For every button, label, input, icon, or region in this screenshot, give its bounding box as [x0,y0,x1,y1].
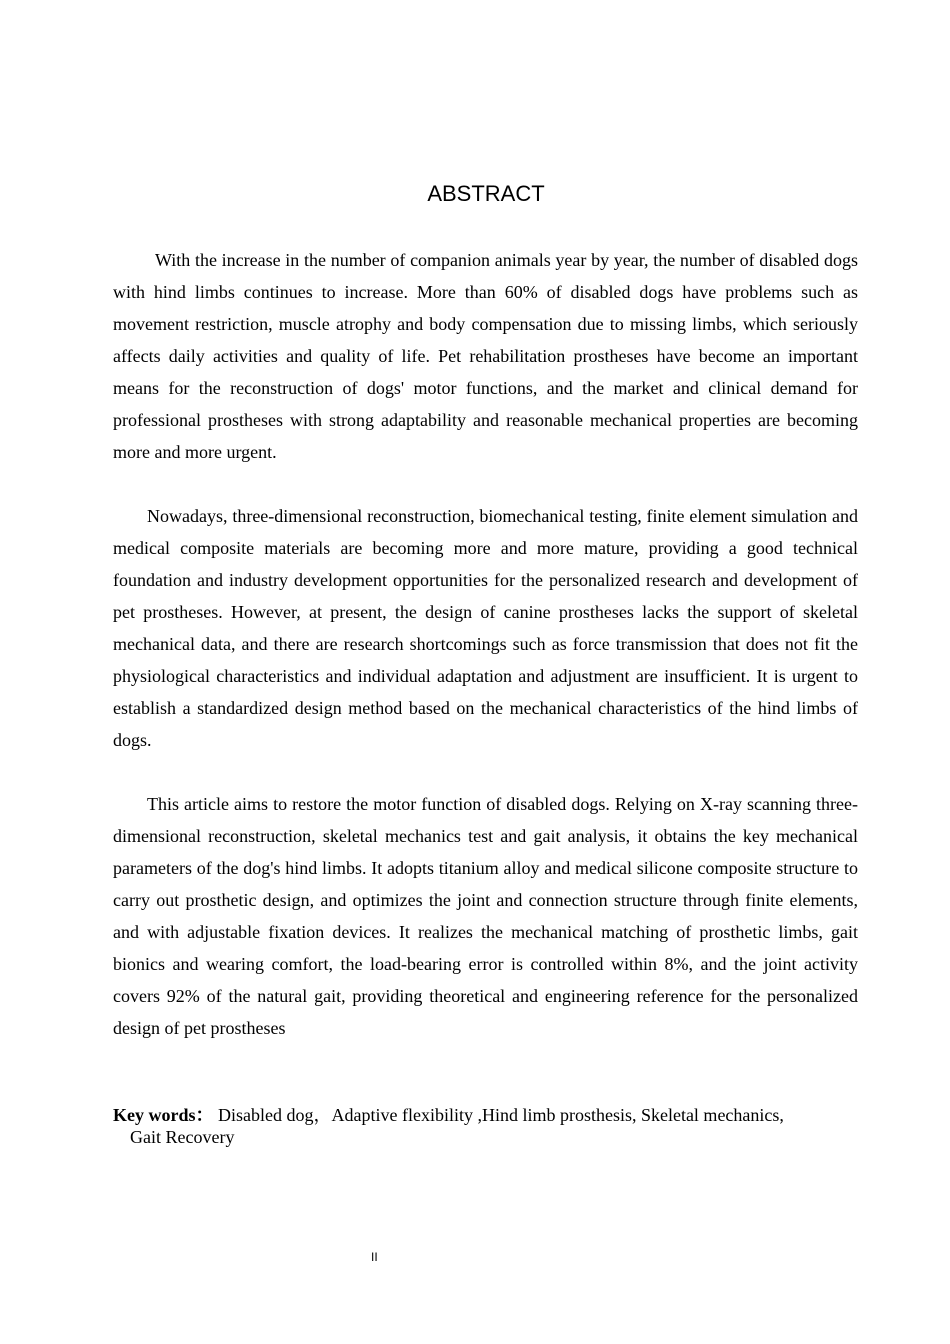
keywords-list: Disabled dog，Adaptive flexibility ,Hind limb prosthesis, Skeletal mechanics, [218,1105,784,1125]
page-title: ABSTRACT [427,181,545,206]
abstract-paragraph-2: Nowadays, three-dimensional reconstruction, biomechanical testing, finite element simulation and medical composite materials are becoming more and more mature, providing a good technical foundation and industry development opportunities for the personalized research and development of pet prostheses. However, at present, the design of canine prostheses lacks the support of skeletal mechanical data, and there are research shortcomings such as force transmission that does not fit the physiological characteristics and individual adaptation and adjustment are insufficient. It is urgent to establish a standardized design method based on the mechanical characteristics of the hind limbs of dogs. [113,506,858,750]
keywords-list-continued: Gait Recovery [130,1127,235,1147]
keywords-block [113,1104,858,1148]
abstract-paragraph-3: This article aims to restore the motor function of disabled dogs. Relying on X-ray scanning three-dimensional reconstruction, skeletal mechanics test and gait analysis, it obtains the key mechanical parameters of the dog's hind limbs. It adopts titanium alloy and medical silicone composite structure to carry out prosthetic design, and optimizes the joint and connection structure through finite elements, and with adjustable fixation devices. It realizes the mechanical matching of prosthetic limbs, gait bionics and wearing comfort, the load-bearing error is controlled within 8%, and the joint activity covers 92% of the natural gait, providing theoretical and engineering reference for the personalized design of pet prostheses [113,794,858,1038]
abstract-paragraph-1: With the increase in the number of companion animals year by year, the number of disabled dogs with hind limbs continues to increase. More than 60% of disabled dogs have problems such as movement restriction, muscle atrophy and body compensation due to missing limbs, which seriously affects daily activities and quality of life. Pet rehabilitation prostheses have become an important means for the reconstruction of dogs' motor functions, and the market and clinical demand for professional prostheses with strong adaptability and reasonable mechanical properties are becoming more and more urgent. [113,250,858,462]
abstract-body [113,244,858,1044]
keywords-label: Key words： [113,1105,214,1125]
page-number: II [371,1250,378,1264]
